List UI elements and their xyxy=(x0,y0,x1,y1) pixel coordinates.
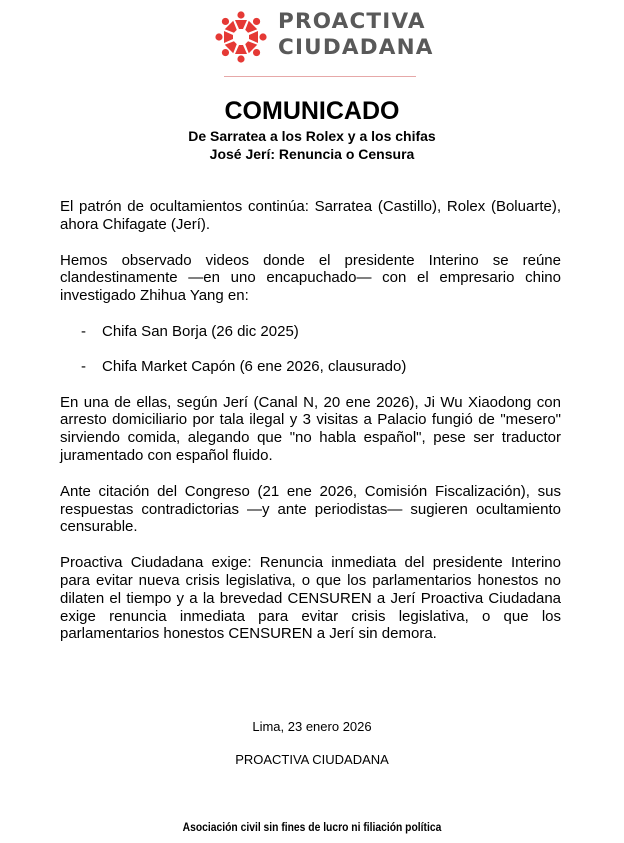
paragraph-1: El patrón de ocultamientos continúa: Sarratea (Castillo), Rolex (Boluarte), ahora Chifagate (Jerí). xyxy=(60,198,561,233)
logo-wordmark xyxy=(278,9,434,61)
paragraph-3: En una de ellas, según Jerí (Canal N, 20 ene 2026), Ji Wu Xiaodong con arresto domiciliario por tala ilegal y 3 visitas a Palacio fungió de "mesero" sirviendo comida, alegando que "no habla español", pese ser traductor juramentado con español fluido. xyxy=(60,393,561,464)
place-date: Lima, 23 enero 2026 xyxy=(252,719,372,734)
list-item-text: Chifa San Borja (26 dic 2025) xyxy=(102,322,299,340)
paragraph-5: Proactiva Ciudadana exige: Renuncia inmediata del presidente Interino para evitar nueva crisis legislativa, o que los parlamentarios honestos no dilaten el tiempo y a la brevedad CENSUREN a Jerí Proactiva Ciudadana exige renuncia inmediata para evitar crisis legislativa, o que los parlamentarios honestos CENSUREN a Jerí sin demora. xyxy=(60,554,561,643)
footer-note: Asociación civil sin fines de lucro ni filiación política xyxy=(182,820,442,834)
signature: PROACTIVA CIUDADANA xyxy=(235,752,389,767)
document-title: COMUNICADO xyxy=(224,97,400,125)
document-subtitle xyxy=(0,127,624,163)
list-dash: - xyxy=(81,357,86,375)
document-body xyxy=(60,198,561,661)
letterhead xyxy=(0,0,624,80)
logo-line-2: CIUDADANA xyxy=(278,35,434,60)
paragraph-2: Hemos observado videos donde el presidente Interino se reúne clandestinamente —en uno encapuchado— con el empresario chino investigado Zhihua Yang en: xyxy=(60,251,561,305)
paragraph-4: Ante citación del Congreso (21 ene 2026, Comisión Fiscalización), sus respuestas contradictorias —y ante periodistas— sugieren ocultamiento censurable. xyxy=(60,482,561,536)
logo-line-1: PROACTIVA xyxy=(278,9,426,34)
list-item-text: Chifa Market Capón (6 ene 2026, clausurado) xyxy=(102,357,407,375)
list-item xyxy=(60,323,561,341)
subtitle-line-2: José Jerí: Renuncia o Censura xyxy=(209,146,415,162)
list-item xyxy=(60,358,561,376)
location-list xyxy=(60,323,561,376)
list-dash: - xyxy=(81,322,86,340)
logo-people-circle-icon xyxy=(212,8,270,66)
header-divider xyxy=(224,76,416,77)
subtitle-line-1: De Sarratea a los Rolex y a los chifas xyxy=(188,128,436,144)
